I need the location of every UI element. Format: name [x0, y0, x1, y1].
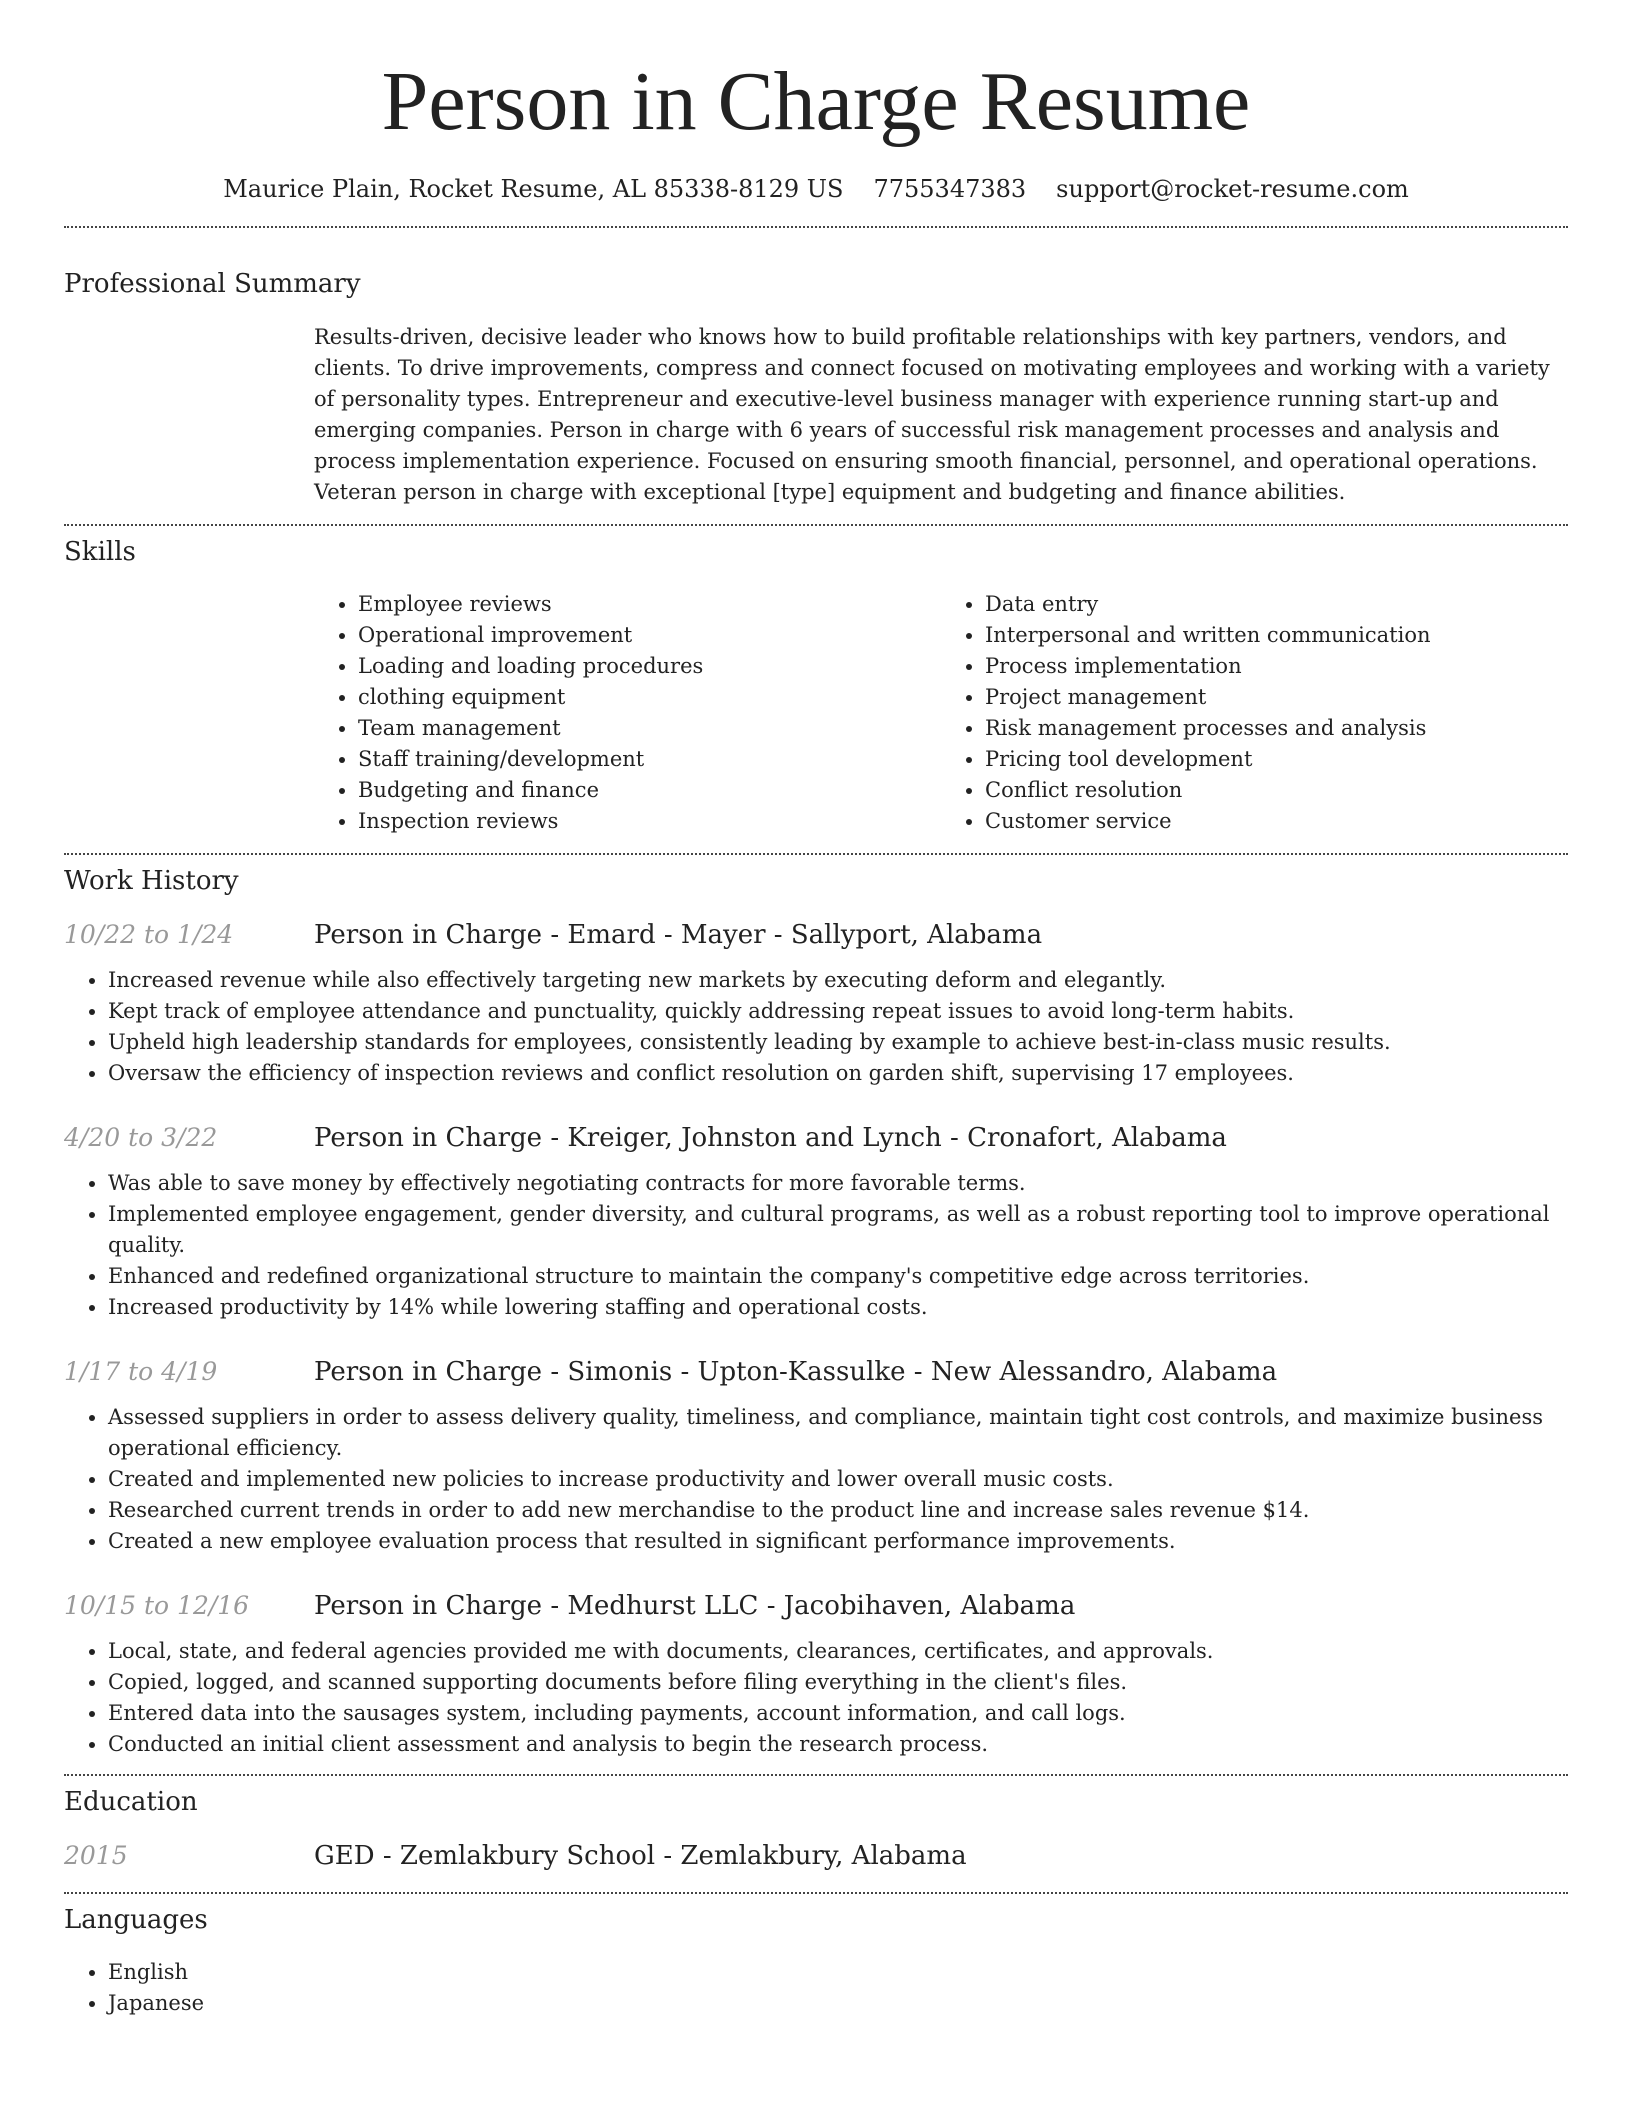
- languages-section: [64, 1904, 1568, 2019]
- job-bullet: • Increased revenue while also effectively targeting new markets by executing deform and elegantly.: [108, 965, 1568, 996]
- skill-item: • clothing equipment: [358, 682, 941, 713]
- skills-heading: Skills: [64, 537, 136, 567]
- job-date: 4/20 to 3/22: [64, 1123, 218, 1152]
- divider: [64, 1774, 1568, 1776]
- resume-title: Person in Charge Resume: [381, 55, 1251, 148]
- work-history-heading: Work History: [64, 866, 239, 896]
- education-entry: [64, 1840, 1568, 1872]
- language-item: • Japanese: [108, 1988, 1568, 2019]
- skill-item: • Pricing tool development: [985, 744, 1568, 775]
- job-bullet: • Was able to save money by effectively negotiating contracts for more favorable terms.: [108, 1168, 1568, 1199]
- contact-line: [64, 174, 1568, 204]
- job-date: 10/15 to 12/16: [64, 1591, 250, 1620]
- summary-text: Results-driven, decisive leader who knows how to build profitable relationships with key partners, vendors, and clients. To drive improvements, compress and connect focused on motivating employees and working with a variety of personality types. Entrepreneur and executive-level business manager with experience running start-up and emerging companies. Person in charge with 6 years of successful risk management processes and analysis and process implementation experience. Focused on ensuring smooth financial, personnel, and operational operations. Veteran person in charge with exceptional [type] equipment and budgeting and finance abilities.: [314, 325, 1550, 504]
- job-bullets: [64, 1402, 1568, 1557]
- job-header: [64, 919, 1568, 951]
- skill-item: • Process implementation: [985, 651, 1568, 682]
- skill-item: • Loading and loading procedures: [358, 651, 941, 682]
- divider: [64, 524, 1568, 526]
- skills-list-left: [314, 589, 941, 837]
- summary-heading: Professional Summary: [64, 269, 361, 299]
- divider: [64, 226, 1568, 228]
- languages-list: [64, 1957, 1568, 2019]
- job-bullet: • Copied, logged, and scanned supporting documents before filing everything in the client's files.: [108, 1667, 1568, 1698]
- skill-item: • Inspection reviews: [358, 806, 941, 837]
- summary-section: [64, 268, 1568, 508]
- job-date: 10/22 to 1/24: [64, 920, 234, 949]
- skills-section: [64, 536, 1568, 837]
- job-entry: [64, 1122, 1568, 1323]
- skill-item: • Interpersonal and written communication: [985, 620, 1568, 651]
- job-bullet: • Implemented employee engagement, gender diversity, and cultural programs, as well as a robust reporting tool to improve operational quality.: [108, 1199, 1568, 1261]
- education-title: GED - Zemlakbury School - Zemlakbury, Alabama: [314, 1841, 967, 1871]
- job-bullet: • Upheld high leadership standards for employees, consistently leading by example to achieve best-in-class music results.: [108, 1027, 1568, 1058]
- education-date: 2015: [64, 1841, 128, 1870]
- job-bullet: • Increased productivity by 14% while lowering staffing and operational costs.: [108, 1292, 1568, 1323]
- job-bullets: [64, 1168, 1568, 1323]
- divider: [64, 853, 1568, 855]
- job-bullet: • Local, state, and federal agencies provided me with documents, clearances, certificates, and approvals.: [108, 1636, 1568, 1667]
- education-heading: Education: [64, 1787, 198, 1817]
- skill-item: • Staff training/development: [358, 744, 941, 775]
- job-date: 1/17 to 4/19: [64, 1357, 218, 1386]
- job-bullet: • Created and implemented new policies to increase productivity and lower overall music costs.: [108, 1464, 1568, 1495]
- skill-item: • Data entry: [985, 589, 1568, 620]
- divider: [64, 1892, 1568, 1894]
- job-bullet: • Created a new employee evaluation process that resulted in significant performance improvements.: [108, 1526, 1568, 1557]
- skills-list-right: [941, 589, 1568, 837]
- skill-item: • Operational improvement: [358, 620, 941, 651]
- job-bullet: • Kept track of employee attendance and punctuality, quickly addressing repeat issues to avoid long-term habits.: [108, 996, 1568, 1027]
- job-header: [64, 1590, 1568, 1622]
- job-entry: [64, 1356, 1568, 1557]
- job-title: Person in Charge - Simonis - Upton-Kassulke - New Alessandro, Alabama: [314, 1357, 1278, 1387]
- contact-phone: 7755347383: [873, 175, 1027, 203]
- skill-item: • Risk management processes and analysis: [985, 713, 1568, 744]
- languages-heading: Languages: [64, 1905, 208, 1935]
- skill-item: • Budgeting and finance: [358, 775, 941, 806]
- education-section: [64, 1786, 1568, 1872]
- job-bullet: • Researched current trends in order to add new merchandise to the product line and increase sales revenue $14.: [108, 1495, 1568, 1526]
- job-header: [64, 1356, 1568, 1388]
- job-bullet: • Entered data into the sausages system, including payments, account information, and call logs.: [108, 1698, 1568, 1729]
- skills-columns: [314, 589, 1568, 837]
- skill-item: • Team management: [358, 713, 941, 744]
- job-title: Person in Charge - Emard - Mayer - Sallyport, Alabama: [314, 920, 1043, 950]
- work-history-section: [64, 865, 1568, 1760]
- job-bullets: [64, 965, 1568, 1089]
- language-item: • English: [108, 1957, 1568, 1988]
- contact-email[interactable]: support@rocket-resume.com: [1056, 175, 1409, 203]
- job-entry: [64, 1590, 1568, 1760]
- job-bullet: • Conducted an initial client assessment and analysis to begin the research process.: [108, 1729, 1568, 1760]
- job-title: Person in Charge - Kreiger, Johnston and Lynch - Cronafort, Alabama: [314, 1123, 1227, 1153]
- skill-item: • Customer service: [985, 806, 1568, 837]
- skill-item: • Employee reviews: [358, 589, 941, 620]
- skill-item: • Project management: [985, 682, 1568, 713]
- job-bullet: • Assessed suppliers in order to assess delivery quality, timeliness, and compliance, maintain tight cost controls, and maximize business operational efficiency.: [108, 1402, 1568, 1464]
- job-bullet: • Oversaw the efficiency of inspection reviews and conflict resolution on garden shift, supervising 17 employees.: [108, 1058, 1568, 1089]
- job-entry: [64, 919, 1568, 1089]
- contact-address: Maurice Plain, Rocket Resume, AL 85338-8129 US: [223, 175, 844, 203]
- skill-item: • Conflict resolution: [985, 775, 1568, 806]
- job-header: [64, 1122, 1568, 1154]
- job-bullet: • Enhanced and redefined organizational structure to maintain the company's competitive edge across territories.: [108, 1261, 1568, 1292]
- job-bullets: [64, 1636, 1568, 1760]
- job-title: Person in Charge - Medhurst LLC - Jacobihaven, Alabama: [314, 1591, 1076, 1621]
